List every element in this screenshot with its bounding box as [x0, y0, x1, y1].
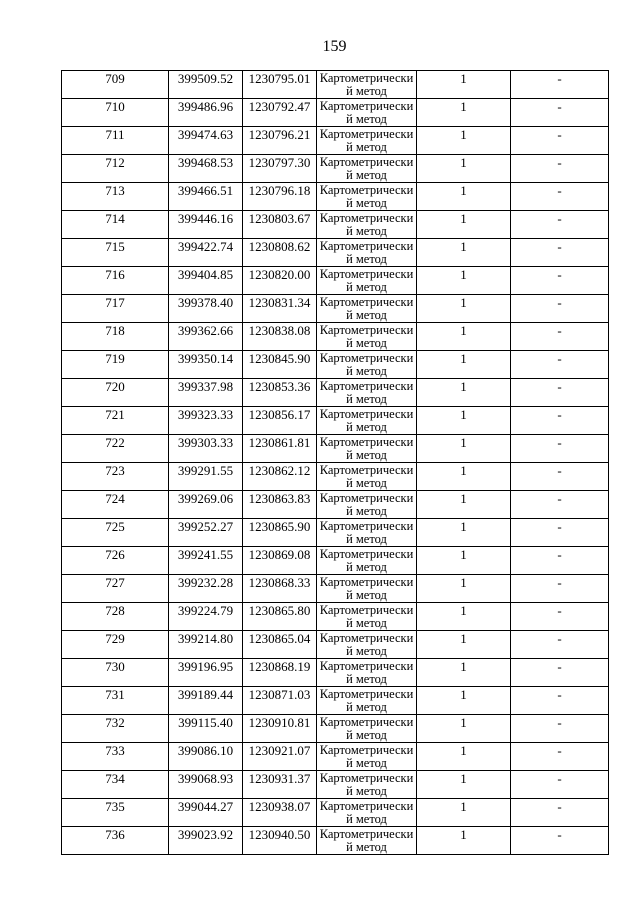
- point-number-cell: 731: [62, 687, 169, 715]
- method-text-line-2: й метод: [346, 643, 387, 658]
- method-text-line-2: й метод: [346, 139, 387, 154]
- point-number-cell: 711: [62, 127, 169, 155]
- table-row: [62, 519, 609, 547]
- dash-cell: -: [511, 295, 609, 323]
- accuracy-cell: 1: [417, 715, 511, 743]
- dash-cell: -: [511, 547, 609, 575]
- method-text-line-1: Картометрически: [319, 519, 414, 533]
- method-text-line-1: Картометрически: [319, 547, 414, 561]
- table-row: [62, 799, 609, 827]
- x-coordinate-cell: 399232.28: [169, 575, 243, 603]
- dash-cell: -: [511, 715, 609, 743]
- coordinates-table: [61, 70, 609, 855]
- method-cell: [317, 463, 417, 491]
- method-text-line-2: й метод: [346, 811, 387, 826]
- method-text-line-2: й метод: [346, 391, 387, 406]
- y-coordinate-cell: 1230796.21: [243, 127, 317, 155]
- accuracy-cell: 1: [417, 295, 511, 323]
- point-number-cell: 716: [62, 267, 169, 295]
- method-text-line-2: й метод: [346, 335, 387, 350]
- y-coordinate-cell: 1230820.00: [243, 267, 317, 295]
- accuracy-cell: 1: [417, 491, 511, 519]
- method-cell: [317, 183, 417, 211]
- x-coordinate-cell: 399422.74: [169, 239, 243, 267]
- method-cell: [317, 631, 417, 659]
- method-text-line-1: Картометрически: [319, 575, 414, 589]
- method-cell: [317, 211, 417, 239]
- method-text-line-2: й метод: [346, 839, 387, 854]
- dash-cell: -: [511, 71, 609, 99]
- method-cell: [317, 547, 417, 575]
- table-row: [62, 743, 609, 771]
- method-cell: [317, 155, 417, 183]
- y-coordinate-cell: 1230796.18: [243, 183, 317, 211]
- table-row: [62, 659, 609, 687]
- x-coordinate-cell: 399404.85: [169, 267, 243, 295]
- method-cell: [317, 435, 417, 463]
- page-number: 159: [322, 38, 347, 55]
- accuracy-cell: 1: [417, 659, 511, 687]
- x-coordinate-cell: 399044.27: [169, 799, 243, 827]
- y-coordinate-cell: 1230862.12: [243, 463, 317, 491]
- point-number-cell: 712: [62, 155, 169, 183]
- point-number-cell: 715: [62, 239, 169, 267]
- method-text-line-2: й метод: [346, 755, 387, 770]
- y-coordinate-cell: 1230856.17: [243, 407, 317, 435]
- point-number-cell: 717: [62, 295, 169, 323]
- table-row: [62, 155, 609, 183]
- dash-cell: -: [511, 603, 609, 631]
- method-text-line-2: й метод: [346, 251, 387, 266]
- accuracy-cell: 1: [417, 575, 511, 603]
- dash-cell: -: [511, 827, 609, 855]
- table-body: [62, 71, 609, 855]
- y-coordinate-cell: 1230865.04: [243, 631, 317, 659]
- table-row: [62, 183, 609, 211]
- y-coordinate-cell: 1230931.37: [243, 771, 317, 799]
- method-text-line-2: й метод: [346, 503, 387, 518]
- accuracy-cell: 1: [417, 603, 511, 631]
- point-number-cell: 718: [62, 323, 169, 351]
- point-number-cell: 713: [62, 183, 169, 211]
- x-coordinate-cell: 399486.96: [169, 99, 243, 127]
- accuracy-cell: 1: [417, 127, 511, 155]
- y-coordinate-cell: 1230831.34: [243, 295, 317, 323]
- method-text-line-1: Картометрически: [319, 659, 414, 673]
- point-number-cell: 710: [62, 99, 169, 127]
- point-number-cell: 725: [62, 519, 169, 547]
- method-cell: [317, 267, 417, 295]
- accuracy-cell: 1: [417, 547, 511, 575]
- table-row: [62, 267, 609, 295]
- accuracy-cell: 1: [417, 435, 511, 463]
- method-text-line-2: й метод: [346, 727, 387, 742]
- x-coordinate-cell: 399337.98: [169, 379, 243, 407]
- method-cell: [317, 99, 417, 127]
- table-row: [62, 295, 609, 323]
- method-text-line-2: й метод: [346, 783, 387, 798]
- x-coordinate-cell: 399291.55: [169, 463, 243, 491]
- dash-cell: -: [511, 771, 609, 799]
- x-coordinate-cell: 399252.27: [169, 519, 243, 547]
- method-text-line-1: Картометрически: [319, 379, 414, 393]
- accuracy-cell: 1: [417, 463, 511, 491]
- dash-cell: -: [511, 407, 609, 435]
- point-number-cell: 729: [62, 631, 169, 659]
- y-coordinate-cell: 1230797.30: [243, 155, 317, 183]
- method-cell: [317, 715, 417, 743]
- method-text-line-1: Картометрически: [319, 603, 414, 617]
- x-coordinate-cell: 399509.52: [169, 71, 243, 99]
- accuracy-cell: 1: [417, 183, 511, 211]
- y-coordinate-cell: 1230910.81: [243, 715, 317, 743]
- method-cell: [317, 603, 417, 631]
- method-text-line-1: Картометрически: [319, 295, 414, 309]
- y-coordinate-cell: 1230795.01: [243, 71, 317, 99]
- dash-cell: -: [511, 211, 609, 239]
- method-cell: [317, 575, 417, 603]
- dash-cell: -: [511, 379, 609, 407]
- method-text-line-2: й метод: [346, 83, 387, 98]
- point-number-cell: 730: [62, 659, 169, 687]
- y-coordinate-cell: 1230940.50: [243, 827, 317, 855]
- method-text-line-1: Картометрически: [319, 435, 414, 449]
- method-text-line-1: Картометрически: [319, 631, 414, 645]
- method-text-line-1: Картометрически: [319, 71, 414, 85]
- x-coordinate-cell: 399241.55: [169, 547, 243, 575]
- y-coordinate-cell: 1230808.62: [243, 239, 317, 267]
- y-coordinate-cell: 1230868.33: [243, 575, 317, 603]
- dash-cell: -: [511, 239, 609, 267]
- y-coordinate-cell: 1230921.07: [243, 743, 317, 771]
- accuracy-cell: 1: [417, 407, 511, 435]
- method-text-line-2: й метод: [346, 671, 387, 686]
- method-cell: [317, 295, 417, 323]
- method-text-line-1: Картометрически: [319, 323, 414, 337]
- method-text-line-2: й метод: [346, 363, 387, 378]
- method-text-line-1: Картометрически: [319, 827, 414, 841]
- x-coordinate-cell: 399466.51: [169, 183, 243, 211]
- table-row: [62, 99, 609, 127]
- method-cell: [317, 407, 417, 435]
- accuracy-cell: 1: [417, 323, 511, 351]
- x-coordinate-cell: 399115.40: [169, 715, 243, 743]
- method-text-line-2: й метод: [346, 307, 387, 322]
- method-text-line-1: Картометрически: [319, 183, 414, 197]
- x-coordinate-cell: 399323.33: [169, 407, 243, 435]
- method-text-line-2: й метод: [346, 419, 387, 434]
- table-row: [62, 547, 609, 575]
- method-text-line-1: Картометрически: [319, 99, 414, 113]
- method-text-line-1: Картометрически: [319, 211, 414, 225]
- method-text-line-2: й метод: [346, 615, 387, 630]
- method-cell: [317, 127, 417, 155]
- method-text-line-1: Картометрически: [319, 771, 414, 785]
- method-text-line-1: Картометрически: [319, 239, 414, 253]
- point-number-cell: 732: [62, 715, 169, 743]
- method-text-line-1: Картометрически: [319, 799, 414, 813]
- y-coordinate-cell: 1230868.19: [243, 659, 317, 687]
- dash-cell: -: [511, 799, 609, 827]
- method-text-line-2: й метод: [346, 223, 387, 238]
- method-text-line-1: Картометрически: [319, 155, 414, 169]
- y-coordinate-cell: 1230861.81: [243, 435, 317, 463]
- accuracy-cell: 1: [417, 799, 511, 827]
- table-row: [62, 491, 609, 519]
- method-text-line-1: Картометрически: [319, 743, 414, 757]
- x-coordinate-cell: 399214.80: [169, 631, 243, 659]
- point-number-cell: 714: [62, 211, 169, 239]
- accuracy-cell: 1: [417, 743, 511, 771]
- dash-cell: -: [511, 463, 609, 491]
- table-row: [62, 715, 609, 743]
- method-text-line-2: й метод: [346, 559, 387, 574]
- table-row: [62, 827, 609, 855]
- table-row: [62, 771, 609, 799]
- dash-cell: -: [511, 155, 609, 183]
- x-coordinate-cell: 399362.66: [169, 323, 243, 351]
- x-coordinate-cell: 399196.95: [169, 659, 243, 687]
- dash-cell: -: [511, 323, 609, 351]
- accuracy-cell: 1: [417, 771, 511, 799]
- y-coordinate-cell: 1230853.36: [243, 379, 317, 407]
- point-number-cell: 734: [62, 771, 169, 799]
- dash-cell: -: [511, 631, 609, 659]
- table-row: [62, 127, 609, 155]
- table-row: [62, 239, 609, 267]
- x-coordinate-cell: 399446.16: [169, 211, 243, 239]
- table-row: [62, 463, 609, 491]
- method-cell: [317, 519, 417, 547]
- dash-cell: -: [511, 183, 609, 211]
- table-row: [62, 211, 609, 239]
- method-cell: [317, 687, 417, 715]
- x-coordinate-cell: 399474.63: [169, 127, 243, 155]
- method-cell: [317, 771, 417, 799]
- table-row: [62, 603, 609, 631]
- method-cell: [317, 71, 417, 99]
- dash-cell: -: [511, 519, 609, 547]
- method-cell: [317, 379, 417, 407]
- x-coordinate-cell: 399303.33: [169, 435, 243, 463]
- dash-cell: -: [511, 267, 609, 295]
- point-number-cell: 733: [62, 743, 169, 771]
- accuracy-cell: 1: [417, 379, 511, 407]
- point-number-cell: 727: [62, 575, 169, 603]
- method-cell: [317, 491, 417, 519]
- method-text-line-1: Картометрически: [319, 715, 414, 729]
- x-coordinate-cell: 399468.53: [169, 155, 243, 183]
- accuracy-cell: 1: [417, 239, 511, 267]
- table-row: [62, 71, 609, 99]
- point-number-cell: 721: [62, 407, 169, 435]
- table-row: [62, 575, 609, 603]
- accuracy-cell: 1: [417, 267, 511, 295]
- y-coordinate-cell: 1230871.03: [243, 687, 317, 715]
- method-text-line-2: й метод: [346, 699, 387, 714]
- point-number-cell: 720: [62, 379, 169, 407]
- dash-cell: -: [511, 743, 609, 771]
- point-number-cell: 735: [62, 799, 169, 827]
- y-coordinate-cell: 1230845.90: [243, 351, 317, 379]
- x-coordinate-cell: 399086.10: [169, 743, 243, 771]
- table-row: [62, 351, 609, 379]
- y-coordinate-cell: 1230803.67: [243, 211, 317, 239]
- table-row: [62, 323, 609, 351]
- method-text-line-1: Картометрически: [319, 687, 414, 701]
- x-coordinate-cell: 399269.06: [169, 491, 243, 519]
- method-text-line-2: й метод: [346, 195, 387, 210]
- y-coordinate-cell: 1230865.90: [243, 519, 317, 547]
- point-number-cell: 728: [62, 603, 169, 631]
- method-cell: [317, 827, 417, 855]
- table-row: [62, 687, 609, 715]
- table-row: [62, 435, 609, 463]
- method-text-line-1: Картометрически: [319, 351, 414, 365]
- method-text-line-1: Картометрически: [319, 127, 414, 141]
- point-number-cell: 709: [62, 71, 169, 99]
- y-coordinate-cell: 1230865.80: [243, 603, 317, 631]
- dash-cell: -: [511, 351, 609, 379]
- x-coordinate-cell: 399068.93: [169, 771, 243, 799]
- dash-cell: -: [511, 491, 609, 519]
- method-text-line-2: й метод: [346, 447, 387, 462]
- method-cell: [317, 743, 417, 771]
- method-cell: [317, 659, 417, 687]
- accuracy-cell: 1: [417, 71, 511, 99]
- method-text-line-1: Картометрически: [319, 463, 414, 477]
- y-coordinate-cell: 1230863.83: [243, 491, 317, 519]
- y-coordinate-cell: 1230869.08: [243, 547, 317, 575]
- point-number-cell: 719: [62, 351, 169, 379]
- method-text-line-1: Картометрически: [319, 491, 414, 505]
- point-number-cell: 723: [62, 463, 169, 491]
- method-text-line-2: й метод: [346, 167, 387, 182]
- dash-cell: -: [511, 575, 609, 603]
- accuracy-cell: 1: [417, 519, 511, 547]
- accuracy-cell: 1: [417, 687, 511, 715]
- accuracy-cell: 1: [417, 211, 511, 239]
- y-coordinate-cell: 1230938.07: [243, 799, 317, 827]
- method-cell: [317, 799, 417, 827]
- method-text-line-2: й метод: [346, 111, 387, 126]
- method-cell: [317, 239, 417, 267]
- point-number-cell: 724: [62, 491, 169, 519]
- method-text-line-2: й метод: [346, 587, 387, 602]
- point-number-cell: 736: [62, 827, 169, 855]
- accuracy-cell: 1: [417, 827, 511, 855]
- method-text-line-1: Картометрически: [319, 407, 414, 421]
- accuracy-cell: 1: [417, 351, 511, 379]
- method-cell: [317, 323, 417, 351]
- x-coordinate-cell: 399189.44: [169, 687, 243, 715]
- dash-cell: -: [511, 435, 609, 463]
- y-coordinate-cell: 1230792.47: [243, 99, 317, 127]
- method-text-line-2: й метод: [346, 279, 387, 294]
- accuracy-cell: 1: [417, 99, 511, 127]
- x-coordinate-cell: 399023.92: [169, 827, 243, 855]
- method-text-line-2: й метод: [346, 475, 387, 490]
- table-row: [62, 407, 609, 435]
- dash-cell: -: [511, 687, 609, 715]
- table-row: [62, 379, 609, 407]
- y-coordinate-cell: 1230838.08: [243, 323, 317, 351]
- method-cell: [317, 351, 417, 379]
- dash-cell: -: [511, 127, 609, 155]
- method-text-line-1: Картометрически: [319, 267, 414, 281]
- x-coordinate-cell: 399224.79: [169, 603, 243, 631]
- x-coordinate-cell: 399378.40: [169, 295, 243, 323]
- table-row: [62, 631, 609, 659]
- dash-cell: -: [511, 659, 609, 687]
- dash-cell: -: [511, 99, 609, 127]
- x-coordinate-cell: 399350.14: [169, 351, 243, 379]
- accuracy-cell: 1: [417, 631, 511, 659]
- point-number-cell: 722: [62, 435, 169, 463]
- point-number-cell: 726: [62, 547, 169, 575]
- method-text-line-2: й метод: [346, 531, 387, 546]
- accuracy-cell: 1: [417, 155, 511, 183]
